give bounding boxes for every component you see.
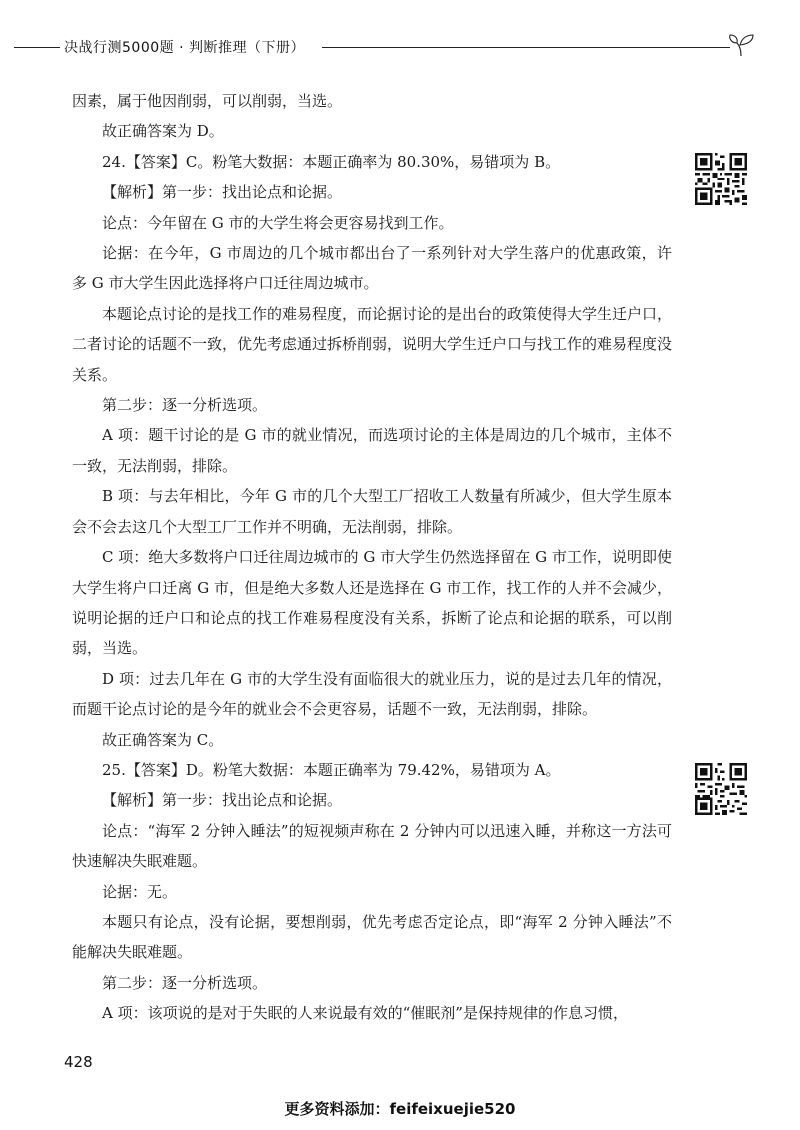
paragraph: A 项：该项说的是对于失眠的人来说最有效的“催眠剂”是保持规律的作息习惯， — [102, 1004, 628, 1023]
header-title: 决战行测5000题 · 判断推理（下册） — [64, 40, 305, 56]
answer-explanation-text — [72, 86, 672, 1029]
paragraph: C 项：绝大多数将户口迁往周边城市的 G 市大学生仍然选择留在 G 市工作，说明即使大学生将户口迁离 G 市，但是绝大多数人还是选择在 G 市工作，找工作的人并不会减少，说明论据的迁户口和论点的找工作难易程度没有关系，拆断了论点和论据的联系，可以削弱，当选。 — [72, 548, 672, 658]
answer-heading-25: 25.【答案】D。粉笔大数据：本题正确率为 79.42%，易错项为 A。 — [102, 760, 561, 779]
sprout-leaf-icon — [727, 32, 755, 58]
paragraph: 本题只有论点，没有论据，要想削弱，优先考虑否定论点，即“海军 2 分钟入睡法”不能解决失眠难题。 — [72, 912, 672, 962]
answer-heading-24: 24.【答案】C。粉笔大数据：本题正确率为 80.30%，易错项为 B。 — [102, 152, 561, 171]
paragraph: 本题论点讨论的是找工作的难易程度，而论据讨论的是出台的政策使得大学生迁户口，二者讨论的话题不一致，优先考虑通过拆桥削弱，说明大学生迁户口与找工作的难易程度没关系。 — [72, 304, 673, 384]
paragraph: 第二步：逐一分析选项。 — [102, 396, 268, 415]
qr-code-q24[interactable] — [695, 153, 747, 205]
page-number: 428 — [64, 1053, 93, 1071]
footer-contact-note: 更多资料添加：feifeixuejie520 — [284, 1100, 516, 1118]
paragraph: 论点：“海军 2 分钟入睡法”的短视频声称在 2 分钟内可以迅速入睡，并称这一方法可快速解决失眠难题。 — [72, 821, 672, 871]
paragraph: 论据：在今年，G 市周边的几个城市都出台了一系列针对大学生落户的优惠政策，许多 G 市大学生因此选择将户口迁往周边城市。 — [72, 244, 672, 293]
paragraph: 【解析】第一步：找出论点和论据。 — [102, 791, 343, 810]
paragraph: D 项：过去几年在 G 市的大学生没有面临很大的就业压力，说的是过去几年的情况，而题干论点讨论的是今年的就业会不会更容易，话题不一致，无法削弱，排除。 — [72, 669, 672, 719]
qr-code-q25[interactable] — [695, 763, 747, 815]
paragraph: 第二步：逐一分析选项。 — [102, 973, 268, 992]
paragraph: A 项：题干讨论的是 G 市的就业情况，而选项讨论的主体是周边的几个城市，主体不一致，无法削弱，排除。 — [72, 426, 672, 475]
paragraph: 【解析】第一步：找出论点和论据。 — [102, 183, 343, 202]
paragraph: 故正确答案为 C。 — [102, 730, 224, 749]
paragraph: 故正确答案为 D。 — [102, 122, 224, 141]
paragraph: 论据：无。 — [102, 882, 178, 901]
header-rule-right — [322, 47, 730, 48]
paragraph: B 项：与去年相比，今年 G 市的几个大型工厂招收工人数量有所减少，但大学生原本会不会去这几个大型工厂工作并不明确，无法削弱，排除。 — [72, 487, 672, 536]
header-rule-left — [14, 47, 60, 48]
paragraph: 论点：今年留在 G 市的大学生将会更容易找到工作。 — [102, 213, 454, 232]
running-header — [0, 30, 800, 64]
paragraph: 因素，属于他因削弱，可以削弱，当选。 — [72, 92, 343, 110]
